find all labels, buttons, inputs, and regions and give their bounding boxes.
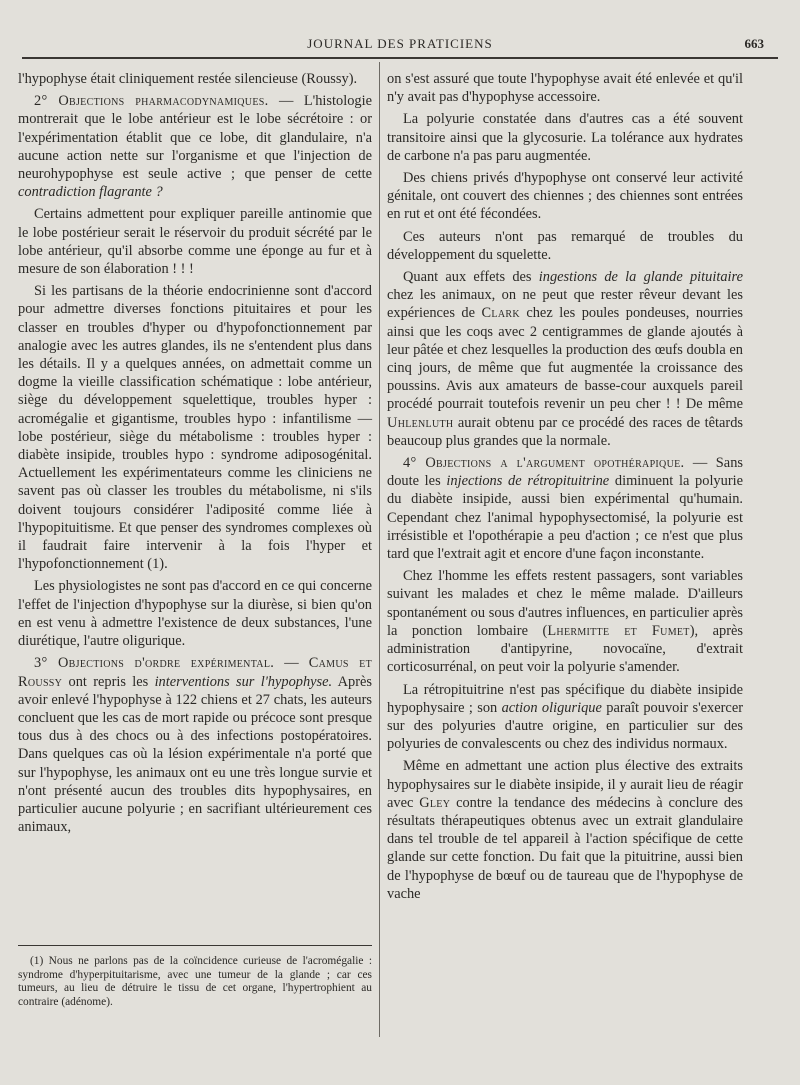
paragraph: Des chiens privés d'hypophyse ont conservé leur activité génitale, ont couvert des chiennes ; des chiennes sont entrées en rut et ont été fécondées. <box>387 170 743 223</box>
footnote-rule <box>18 945 372 946</box>
journal-title: JOURNAL DES PRATICIENS <box>307 36 493 51</box>
text: chez les animaux, on ne peut que rester rêveur devant les expériences de <box>387 287 743 322</box>
text: diminuent la polyurie du diabète insipide, aussi bien expérimental qu'humain. Cependant chez l'animal hypophysectomisé, la polyurie est irrésistible et l'opothérapie a peu d'action ; ce n'est que plus tard que l'extrait agit et encore d'une façon inconstante. <box>387 473 744 563</box>
author-name: Uhlenluth <box>387 414 454 431</box>
paragraph: Certains admettent pour expliquer pareille antinomie que le lobe postérieur serait le réservoir du produit sécrété par le lobe antérieur, qu'il absorbe comme une éponge au fur et à mesure de son élaboration ! ! ! <box>18 206 372 278</box>
emphasis: contradiction flagrante ? <box>18 184 163 201</box>
paragraph: l'hypophyse était cliniquement restée silencieuse (Roussy). <box>18 71 358 87</box>
section-heading: 2° Objections pharmacodynamiques. <box>34 93 269 110</box>
text: Après avoir enlevé l'hypophyse à 122 chiens et 27 chats, les auteurs concluent que les cas de mort rapide ou précoce sont presque tous dus à des chocs ou à des infections postopératoires. Dans quelques cas où la lésion expérimentale n'a porté que sur l'hypophyse, les animaux ont eu une très longue survie et n'ont présenté aucun des troubles dits hypophysaires, en particulier aucune polyurie ; en sacrifiant ultérieurement ces animaux, <box>18 673 373 836</box>
text: — <box>274 655 309 672</box>
section-heading: 4° Objections a l'argument opothérapique. <box>403 455 685 472</box>
author-names: Lhermitte et Fumet <box>547 622 690 639</box>
paragraph: La polyurie constatée dans d'autres cas a été souvent transitoire ainsi que la glycosurie. La tolérance aux hydrates de carbone n'a pas paru augmentée. <box>387 111 743 164</box>
footnote <box>18 955 372 1009</box>
paragraph <box>387 268 743 450</box>
emphasis: action oligurique <box>501 699 602 716</box>
text: Quant aux effets des <box>403 269 539 286</box>
paragraph <box>387 757 743 903</box>
paragraph: Si les partisans de la théorie endocrinienne sont d'accord pour admettre diverses fonctions pituitaires et pour les classer en troubles d'hyper ou d'hypofonctionnement par analogie avec les autres glandes, ils ne s'entendent plus dans les détails. Il y a quelques années, on admettait comme un dogme la vieille classification schématique : lobe antérieur, siège du développement squelettique, troubles hyper : acromégalie et gigantisme, troubles hypo : infantilisme — lobe postérieur, siège du métabolisme : troubles hyper : diabète insipide, troubles hypo : syndrome adiposogénital. Actuellement les expérimentateurs comme les cliniciens ne savent pas où classer les troubles du métabolisme, ni s'ils doivent toujours considérer l'adiposité comme liée à l'hypopituitisme. Et que penser des syndromes complexes où il faudrait faire intervenir à la fois l'hyper et l'hypofonctionnement (1). <box>18 283 372 573</box>
section-heading: 3° Objections d'ordre expérimental. <box>34 655 275 672</box>
text: ont repris les <box>62 673 155 690</box>
header-rule <box>22 57 778 59</box>
section-2 <box>18 92 372 201</box>
text: aurait obtenu par ce procédé des races de têtards beaucoup plus grandes que la normale. <box>387 414 743 449</box>
running-header <box>22 34 778 54</box>
paragraph: Les physiologistes ne sont pas d'accord en ce qui concerne l'effet de l'injection d'hypophyse sur la diurèse, si bien qu'on en est venu à admettre l'existence de deux substances, l'une diurétique, l'autre oligurique. <box>18 578 372 650</box>
text: contre la tendance des médecins à conclure des résultats thérapeutiques obtenus avec un extrait glandulaire dans tel trouble de tel appareil à l'action spécifique de cette glande sur cette fonction. Du fait que la pituitrine, aussi bien de l'hypophyse de bœuf ou de taureau que de l'hypophyse de vache <box>387 794 743 902</box>
paragraph <box>387 681 743 754</box>
author-name: Gley <box>419 794 451 811</box>
emphasis: injections de rétropituitrine <box>446 473 610 490</box>
paragraph <box>387 567 743 676</box>
paragraph: Ces auteurs n'ont pas remarqué de troubles du développement du squelette. <box>387 228 743 263</box>
footnote-text: (1) Nous ne parlons pas de la coïncidence curieuse de l'acromégalie : syndrome d'hyperpituitarisme, avec une tumeur de la glande ; car ces tumeurs, au lieu de détruire le tissu de cet organe, l'hypertrophient au contraire (adénome). <box>18 955 372 1008</box>
text: ), après administration d'antipyrine, novocaïne, d'extrait corticosurrénal, on peut voir la polyurie s'amender. <box>387 622 743 676</box>
paragraph: on s'est assuré que toute l'hypophyse avait été enlevée et qu'il n'y avait pas d'hypophyse accessoire. <box>387 71 743 106</box>
author-names: Camus et Roussy <box>18 655 372 690</box>
emphasis: ingestions de la glande pituitaire <box>538 269 744 286</box>
section-4 <box>387 454 743 563</box>
text: Même en admettant une action plus élective des extraits hypophysaires sur le diabète insipide, il y aurait lieu de réagir avec <box>387 758 743 811</box>
section-3 <box>18 654 372 836</box>
emphasis: interventions sur l'hypophyse. <box>154 673 333 690</box>
left-column <box>18 70 372 840</box>
text: La rétropituitrine n'est pas spécifique du diabète insipide hypophysaire ; son <box>387 681 743 716</box>
right-column <box>387 70 743 907</box>
text: chez les poules pondeuses, nourries ainsi que les coqs avec 2 centigrammes de glande ajoutés à leur pâtée et chez lesquelles la production des œufs doubla en cinq jours, de même que fut augmentée la croissance des poussins. Avis aux amateurs de basse-cour auxquels pareil procédé pourrait toutefois revenir un peu cher ! ! De même <box>387 305 743 413</box>
text: paraît pouvoir s'exercer sur des polyuries d'autre origine, en particulier sur des polyuries de convalescents ou chez des individus normaux. <box>387 699 744 753</box>
text: — Sans doute les <box>387 455 743 490</box>
page-number: 663 <box>744 36 764 51</box>
text: Chez l'homme les effets restent passagers, sont variables suivant les malades et chez le même malade. D'ailleurs spontanément ou sous d'autres influences, en particulier après la ponction lombaire ( <box>387 568 743 639</box>
column-divider <box>379 62 380 1037</box>
author-name: Clark <box>481 305 520 322</box>
text: — L'histologie montrerait que le lobe antérieur est le lobe sécrétoire : or l'expérimentation établit que ce lobe, dit glandulaire, n'a aucune action nette sur l'organisme et que l'injection de neurohypophyse est seule active ; que penser de cette <box>18 93 372 183</box>
